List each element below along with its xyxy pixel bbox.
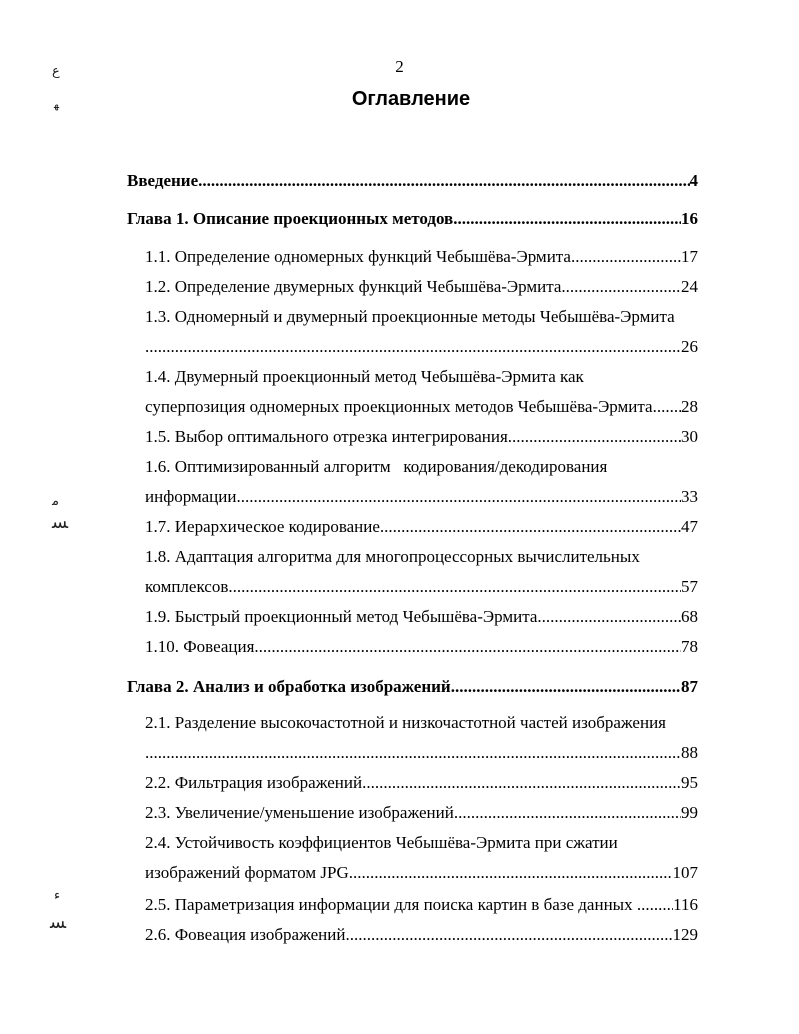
toc-entry-1-3[interactable]: 1.3. Одномерный и двумерный проекционные методы Чебышёва-Эрмита xyxy=(145,307,675,326)
margin-mark-icon: ﻬ xyxy=(54,98,60,111)
toc-entry-2-4-cont[interactable]: изображений форматом JPG ..... 107 xyxy=(145,862,698,884)
toc-entry-1-2[interactable]: 1.2. Определение двумерных функций Чебышёва-Эрмита ..... 24 xyxy=(145,276,698,298)
toc-entry-1-8[interactable]: 1.8. Адаптация алгоритма для многопроцессорных вычислительных xyxy=(145,547,640,566)
toc-entry-1-9[interactable]: 1.9. Быстрый проекционный метод Чебышёва-Эрмита ..... 68 xyxy=(145,606,698,628)
toc-entry-1-6-cont[interactable]: информации ..... 33 xyxy=(145,486,698,508)
toc-entry-2-3[interactable]: 2.3. Увеличение/уменьшение изображений ..... 99 xyxy=(145,802,698,824)
toc-entry-1-6[interactable]: 1.6. Оптимизированный алгоритм кодирования/декодирования xyxy=(145,457,608,476)
toc-entry-1-5[interactable]: 1.5. Выбор оптимального отрезка интегрирования ..... 30 xyxy=(145,426,698,448)
toc-entry-2-6[interactable]: 2.6. Фовеация изображений ..... 129 xyxy=(145,924,698,946)
toc-entry-chapter-1[interactable]: Глава 1. Описание проекционных методов ..... 16 xyxy=(127,208,698,230)
margin-mark-icon: ع xyxy=(52,64,60,79)
toc-entry-1-8-cont[interactable]: комплексов ..... 57 xyxy=(145,576,698,598)
toc-entry-chapter-2[interactable]: Глава 2. Анализ и обработка изображений ..... 87 xyxy=(127,676,698,698)
page-number: 2 xyxy=(395,57,404,76)
toc-entry-2-2[interactable]: 2.2. Фильтрация изображений ..... 95 xyxy=(145,772,698,794)
toc-entry-2-5[interactable]: 2.5. Параметризация информации для поиска картин в базе данных .... ..... 116 xyxy=(145,894,698,916)
margin-mark-icon: ء xyxy=(54,888,61,903)
toc-entry-1-1[interactable]: 1.1. Определение одномерных функций Чебышёва-Эрмита ..... 17 xyxy=(145,246,698,268)
margin-mark-icon: ﺴ xyxy=(52,512,69,533)
page-title: Оглавление xyxy=(351,88,471,110)
toc-entry-2-1-leader[interactable]: ..... 88 xyxy=(145,742,698,764)
toc-entry-1-3-leader[interactable]: ..... 26 xyxy=(145,336,698,358)
margin-mark-icon: ﻣ xyxy=(52,494,59,509)
toc-entry-1-7[interactable]: 1.7. Иерархическое кодирование ..... 47 xyxy=(145,516,698,538)
toc-entry-1-10[interactable]: 1.10. Фовеация ..... 78 xyxy=(145,636,698,658)
margin-mark-icon: ﺴ xyxy=(50,912,67,933)
toc-entry-1-4[interactable]: 1.4. Двумерный проекционный метод Чебышёва-Эрмита как xyxy=(145,367,584,386)
toc-entry-intro[interactable]: Введение ..... 4 xyxy=(127,170,698,192)
toc-entry-2-1[interactable]: 2.1. Разделение высокочастотной и низкочастотной частей изображения xyxy=(145,713,666,732)
toc-entry-1-4-cont[interactable]: суперпозиция одномерных проекционных методов Чебышёва-Эрмита.. ..... 28 xyxy=(145,396,698,418)
toc-entry-2-4[interactable]: 2.4. Устойчивость коэффициентов Чебышёва-Эрмита при сжатии xyxy=(145,833,618,852)
